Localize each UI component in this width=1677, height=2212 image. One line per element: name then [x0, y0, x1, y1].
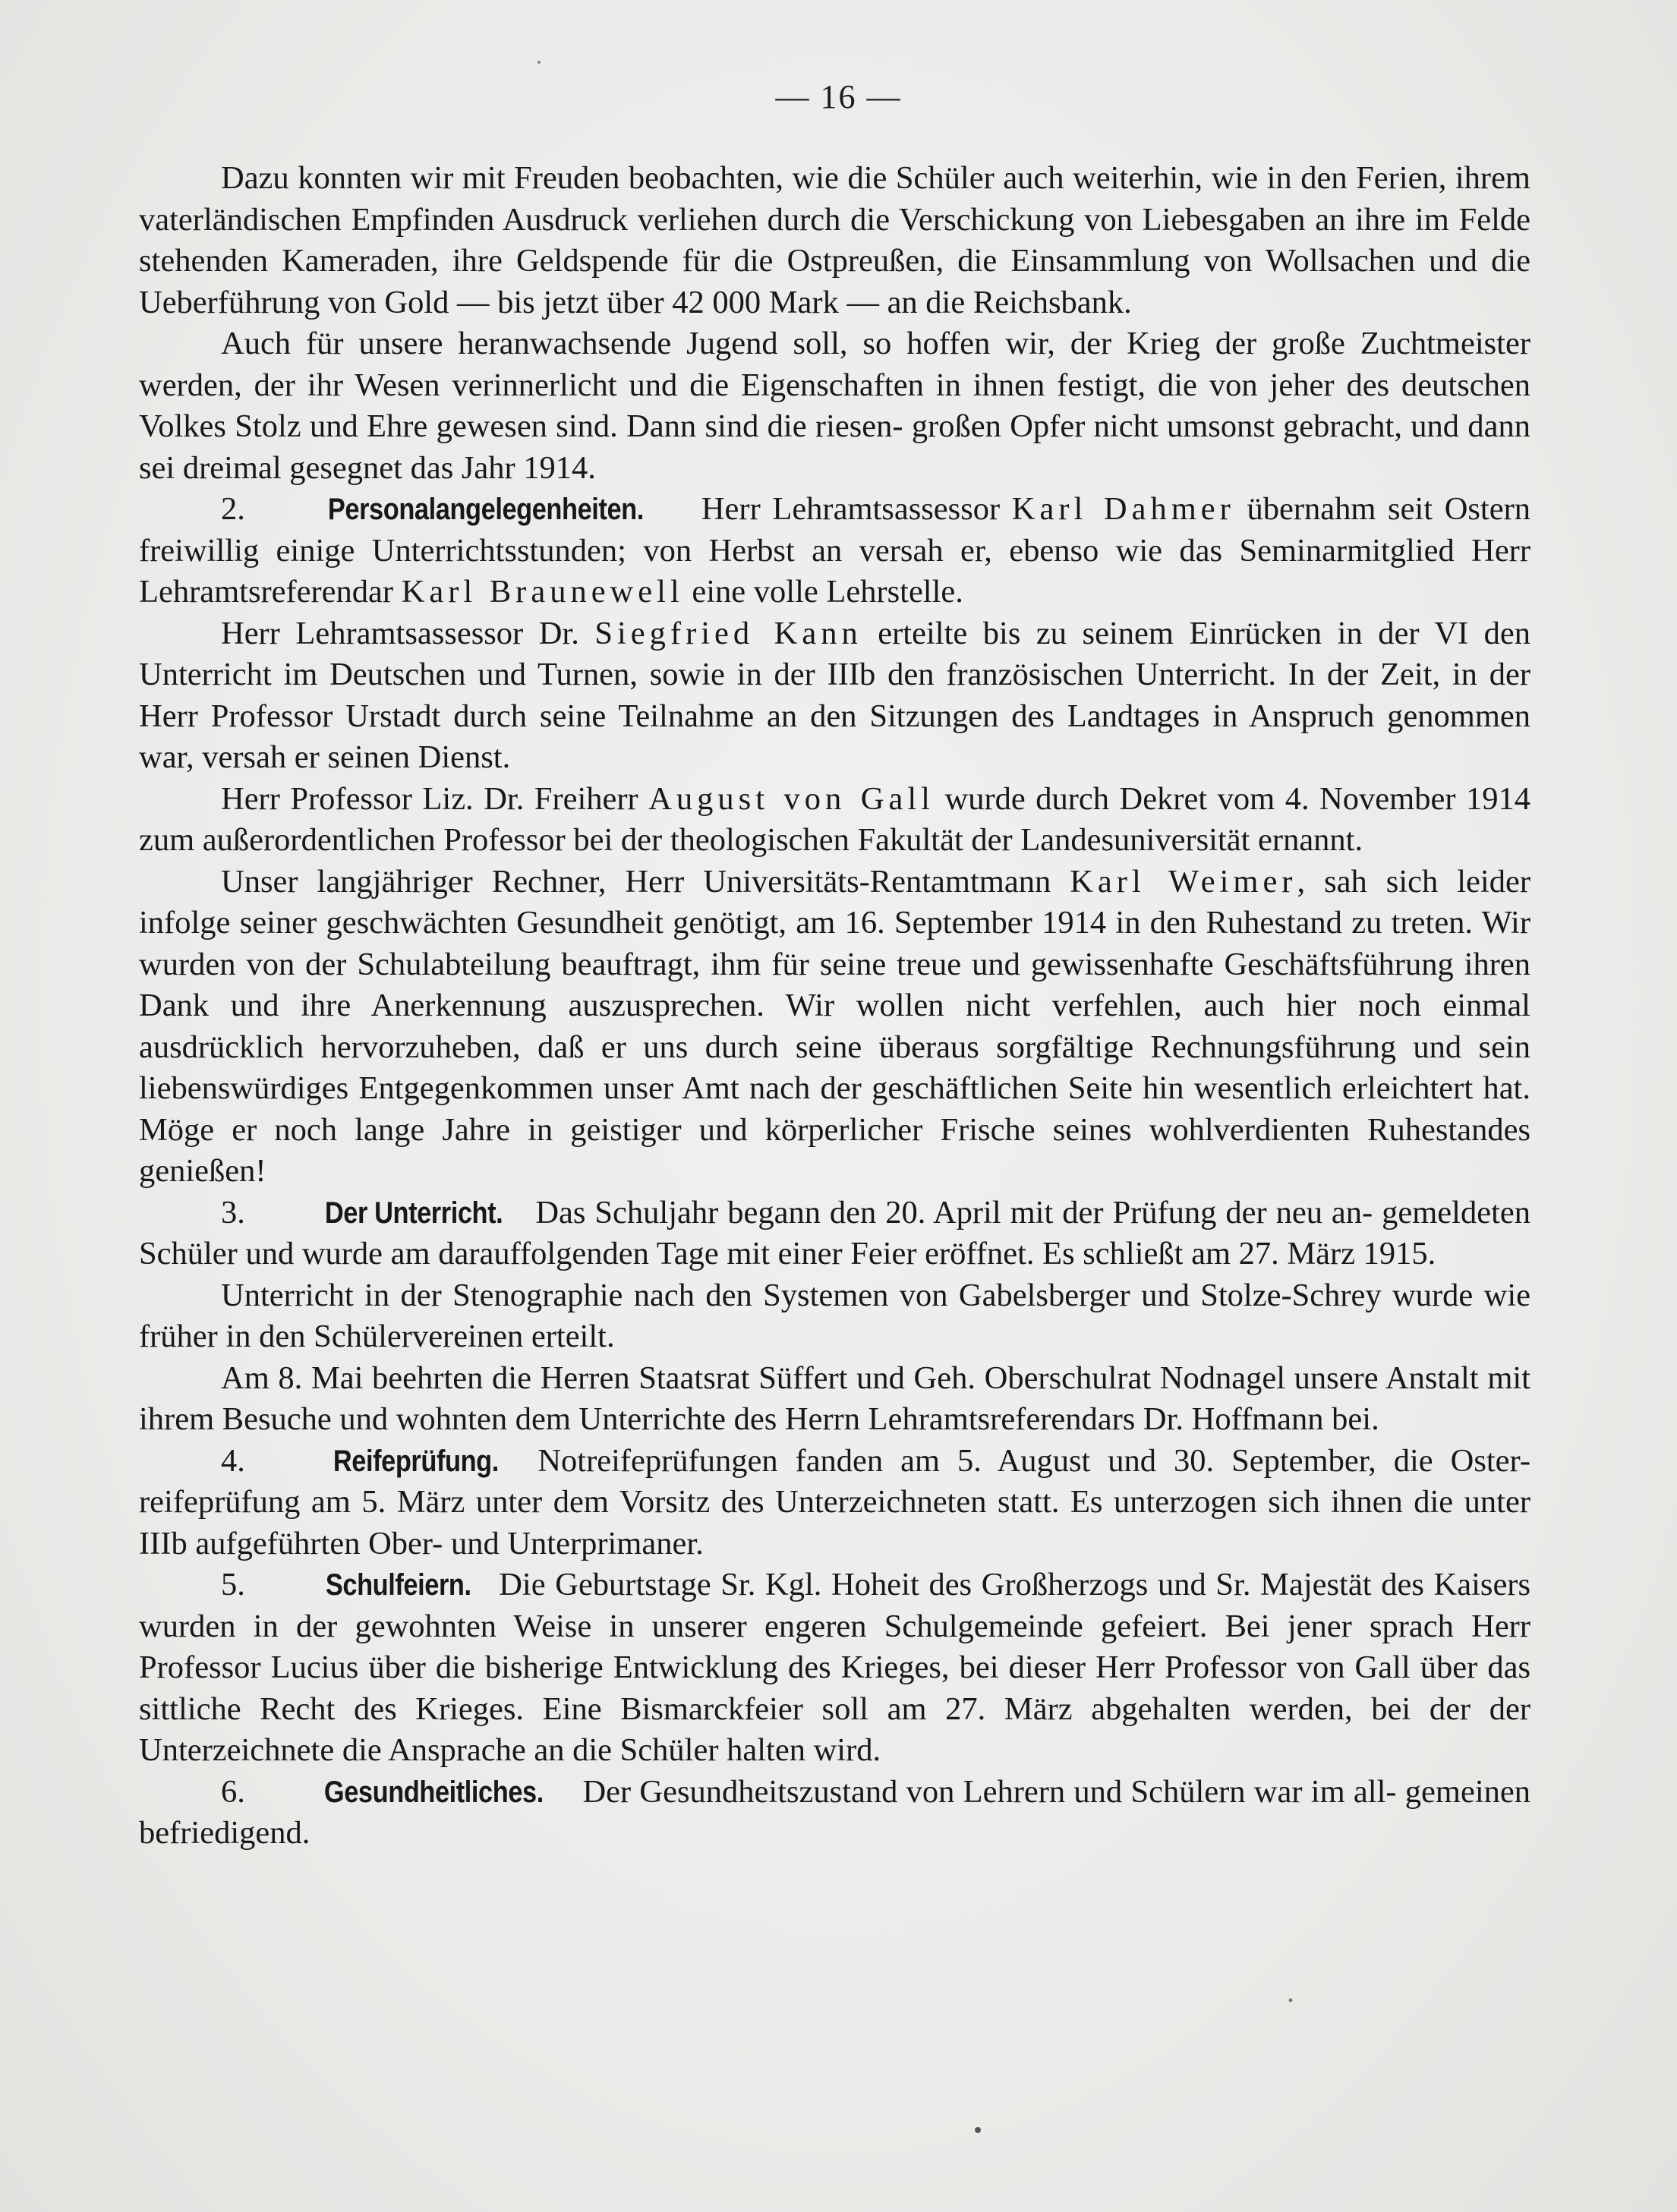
paragraph-instruction	[139, 1193, 1530, 1275]
speck	[975, 2127, 981, 2133]
paragraph-health	[139, 1772, 1530, 1854]
paragraph-personnel	[139, 489, 1530, 613]
paragraph-text: Herr Lehramtsassessor	[689, 491, 1012, 527]
paragraph-text: Herr Lehramtsassessor Dr.	[221, 615, 595, 651]
paragraph-text: Herr Professor Liz. Dr. Freiherr	[221, 780, 649, 817]
section-heading-personnel: Personalangelegenheiten.	[327, 493, 644, 526]
paragraph-visit: Am 8. Mai beehrten die Herren Staatsrat Süffert und Geh. Oberschulrat Nodnagel unsere Anstalt mit ihrem Besuche und wohnten dem Unterrichte des Herrn Lehramtsreferendars Dr. Hoffmann bei.	[139, 1360, 1530, 1437]
paragraph-text: Unser langjähriger Rechner, Herr Universitäts-Rentamtmann	[221, 863, 1070, 900]
section-number: 2.	[221, 491, 245, 527]
paragraph-text: wurde durch Dekret vom 4. November 1914 zum außerordentlichen Professor bei der theologischen Fakultät der Landesuniversität ernannt.	[139, 780, 1530, 858]
paragraph-text: , sah sich leider infolge seiner geschwächten Gesundheit genötigt, am 16. September 1914 in den Ruhestand zu treten. Wir wurden von der Schulabteilung beauftragt, ihm für seine treue und gewissenhafte Geschäftsführung ihren Dank und ihre Anerkennung auszusprechen. Wir wollen nicht verfehlen, auch hier noch einmal ausdrücklich hervorzuheben, daß er uns durch seine überaus sorgfältige Rechnungsführung und sein liebenswürdiges Entgegenkommen unser Amt nach der geschäftlichen Seite hin wesentlich erleichtert hat. Möge er noch lange Jahre in geistiger und körperlicher Frische seines wohlverdienten Ruhestandes genießen!	[139, 863, 1530, 1189]
paragraph-text: erteilte bis zu seinem Einrücken in der VI den Unterricht im Deutschen und Turnen, sowie in der IIIb den französischen Unterricht. In der Zeit, in der Herr Professor Urstadt durch seine Teilnahme an den Sitzungen des Landtages in Anspruch genommen war, versah er seinen Dienst.	[139, 615, 1530, 775]
paragraph-text: Die Geburtstage Sr. Kgl. Hoheit des Großherzogs und Sr. Majestät des Kaisers wurden in der gewohnten Weise in unserer engeren Schulgemeinde gefeiert. Bei jener sprach Herr Professor Lucius über die bisherige Entwicklung des Krieges, bei dieser Herr Professor von Gall über das sittliche Recht des Krieges. Eine Bismarckfeier soll am 27. März abgehalten werden, bei der der Unterzeichnete die Ansprache an die Schüler halten wird.	[139, 1567, 1530, 1768]
page-number: — 16 —	[775, 78, 902, 115]
paragraph-youth: Auch für unsere heranwachsende Jugend soll, so hoffen wir, der Krieg der große Zuchtmeister werden, der ihr Wesen verinnerlicht und die Eigenschaften in ihnen festigt, die von jeher des deutschen Volkes Stolz und Ehre gewesen sind. Dann sind die riesen- großen Opfer nicht umsonst gebracht, und dann sei dreimal gesegnet das Jahr 1914.	[139, 326, 1530, 486]
speck	[537, 61, 541, 64]
person-name: Karl Weimer	[1070, 863, 1297, 900]
section-number: 6.	[221, 1773, 245, 1810]
paragraph-celebrations	[139, 1564, 1530, 1772]
body-text	[139, 158, 1530, 1854]
person-name: Siegfried Kann	[594, 615, 862, 651]
paragraph-weimer	[139, 862, 1530, 1193]
section-heading-exams: Reifeprüfung.	[333, 1444, 499, 1478]
section-number: 3.	[221, 1194, 245, 1230]
section-number: 4.	[221, 1442, 245, 1479]
paragraph-gall	[139, 779, 1530, 862]
person-name: August von Gall	[648, 780, 935, 817]
speck	[1289, 1999, 1293, 2002]
paragraph-text: Das Schuljahr begann den 20. April mit der Prüfung der neu an- gemeldeten Schüler und wurde am darauffolgenden Tage mit einer Feier eröffnet. Es schließt am 27. März 1915.	[139, 1194, 1530, 1271]
paragraph-text: eine volle Lehrstelle.	[683, 574, 963, 610]
section-heading-instruction: Der Unterricht.	[324, 1196, 503, 1230]
person-name: Karl Braunewell	[401, 574, 684, 610]
paragraph-war-donations: Dazu konnten wir mit Freuden beobachten, wie die Schüler auch weiterhin, wie in den Ferien, ihrem vaterländischen Empfinden Ausdruck verliehen durch die Verschickung von Liebesgaben an ihre im Felde stehenden Kameraden, ihre Geldspende für die Ostpreußen, die Einsammlung von Wollsachen und die Ueberführung von Gold — bis jetzt über 42 000 Mark — an die Reichsbank.	[139, 160, 1530, 320]
paragraph-text: Notreifeprüfungen fanden am 5. August und 30. September, die Oster- reifeprüfung am 5. März unter dem Vorsitz des Unterzeichneten statt. Es unterzogen sich ihnen die unter IIIb aufgeführten Ober- und Unterprimaner.	[139, 1442, 1530, 1561]
paragraph-text: Der Gesundheitszustand von Lehrern und Schülern war im all- gemeinen befriedigend.	[139, 1773, 1530, 1851]
paragraph-kann	[139, 613, 1530, 779]
paragraph-exams	[139, 1441, 1530, 1565]
section-heading-health: Gesundheitliches.	[324, 1775, 544, 1809]
section-heading-celebrations: Schulfeiern.	[325, 1568, 471, 1602]
paragraph-text: übernahm seit Ostern freiwillig einige Unterrichtsstunden; von Herbst an versah er, ebenso wie das Seminarmitglied Herr Lehramtsreferendar	[139, 491, 1531, 610]
section-number: 5.	[221, 1567, 245, 1602]
paragraph-stenography: Unterricht in der Stenographie nach den Systemen von Gabelsberger und Stolze-Schrey wurde wie früher in den Schülervereinen erteilt.	[139, 1277, 1530, 1354]
person-name: Karl Dahmer	[1011, 491, 1235, 527]
